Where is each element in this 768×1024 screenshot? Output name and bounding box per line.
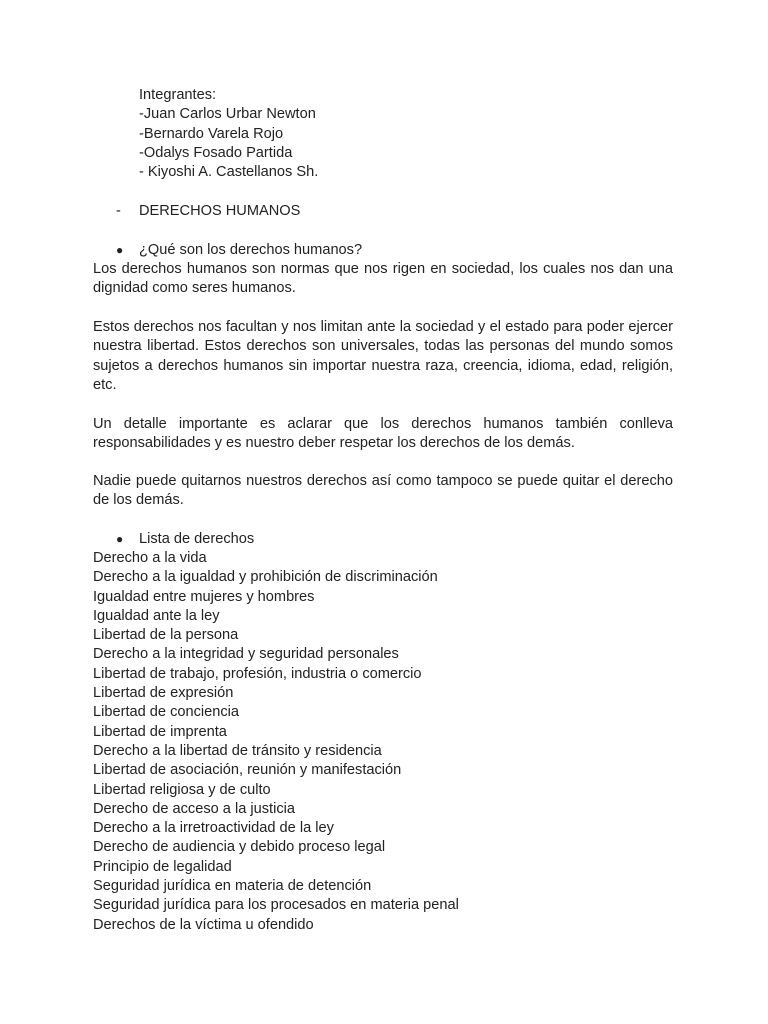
- list-item: Igualdad ante la ley: [93, 607, 220, 624]
- list-item: Derecho de audiencia y debido proceso legal: [93, 839, 386, 856]
- list-item: Igualdad entre mujeres y hombres: [93, 588, 315, 605]
- paragraph-definition: Los derechos humanos son normas que nos rigen en sociedad, los cuales nos dan una dignidad como seres humanos.: [93, 261, 673, 297]
- list-item: Seguridad jurídica en materia de detención: [93, 878, 372, 895]
- list-item: Seguridad jurídica para los procesados en materia penal: [93, 897, 459, 914]
- list-item: Libertad de expresión: [93, 685, 234, 702]
- member-name: -Odalys Fosado Partida: [139, 144, 293, 161]
- list-item: Derecho de acceso a la justicia: [93, 800, 295, 817]
- dash-marker: -: [116, 203, 121, 219]
- list-heading-bullet: [116, 530, 254, 549]
- list-item: Libertad de conciencia: [93, 704, 240, 721]
- list-item: Derecho a la libertad de tránsito y residencia: [93, 742, 382, 759]
- question-text: ¿Qué son los derechos humanos?: [139, 242, 363, 258]
- list-item: Libertad religiosa y de culto: [93, 781, 271, 798]
- list-item: Libertad de la persona: [93, 627, 239, 644]
- bullet-icon: ●: [116, 532, 124, 546]
- member-name: -Juan Carlos Urbar Newton: [139, 106, 316, 123]
- paragraph-others-rights: Nadie puede quitarnos nuestros derechos así como tampoco se puede quitar el derecho de los demás.: [93, 473, 673, 509]
- list-item: Derecho a la igualdad y prohibición de discriminación: [93, 569, 438, 586]
- member-name: - Kiyoshi A. Castellanos Sh.: [139, 164, 319, 181]
- paragraph-responsibilities: Un detalle importante es aclarar que los derechos humanos también conlleva responsabilidades y es nuestro deber respetar los derechos de los demás.: [93, 416, 673, 452]
- list-item: Derecho a la integridad y seguridad personales: [93, 646, 399, 663]
- rights-list: [93, 549, 673, 935]
- list-item: Libertad de imprenta: [93, 723, 227, 740]
- list-item: Derechos de la víctima u ofendido: [93, 916, 314, 933]
- section-title: DERECHOS HUMANOS: [139, 203, 301, 219]
- list-item: Libertad de asociación, reunión y manifestación: [93, 762, 402, 779]
- list-item: Derecho a la irretroactividad de la ley: [93, 820, 334, 837]
- list-item: Principio de legalidad: [93, 858, 232, 875]
- paragraph-freedom: Estos derechos nos facultan y nos limitan ante la sociedad y el estado para poder ejercer nuestra libertad. Estos derechos son universales, todas las personas del mundo somos sujetos a derechos humanos sin importar nuestra raza, creencia, idioma, edad, religión, etc.: [93, 319, 673, 393]
- section-heading: [116, 202, 300, 221]
- member-name: -Bernardo Varela Rojo: [139, 125, 284, 142]
- members-block: [139, 86, 539, 182]
- members-heading: Integrantes:: [139, 87, 217, 103]
- list-heading: Lista de derechos: [139, 531, 255, 547]
- list-item: Derecho a la vida: [93, 550, 207, 566]
- question-bullet: [116, 241, 362, 260]
- list-item: Libertad de trabajo, profesión, industria o comercio: [93, 665, 422, 682]
- bullet-icon: ●: [116, 243, 124, 257]
